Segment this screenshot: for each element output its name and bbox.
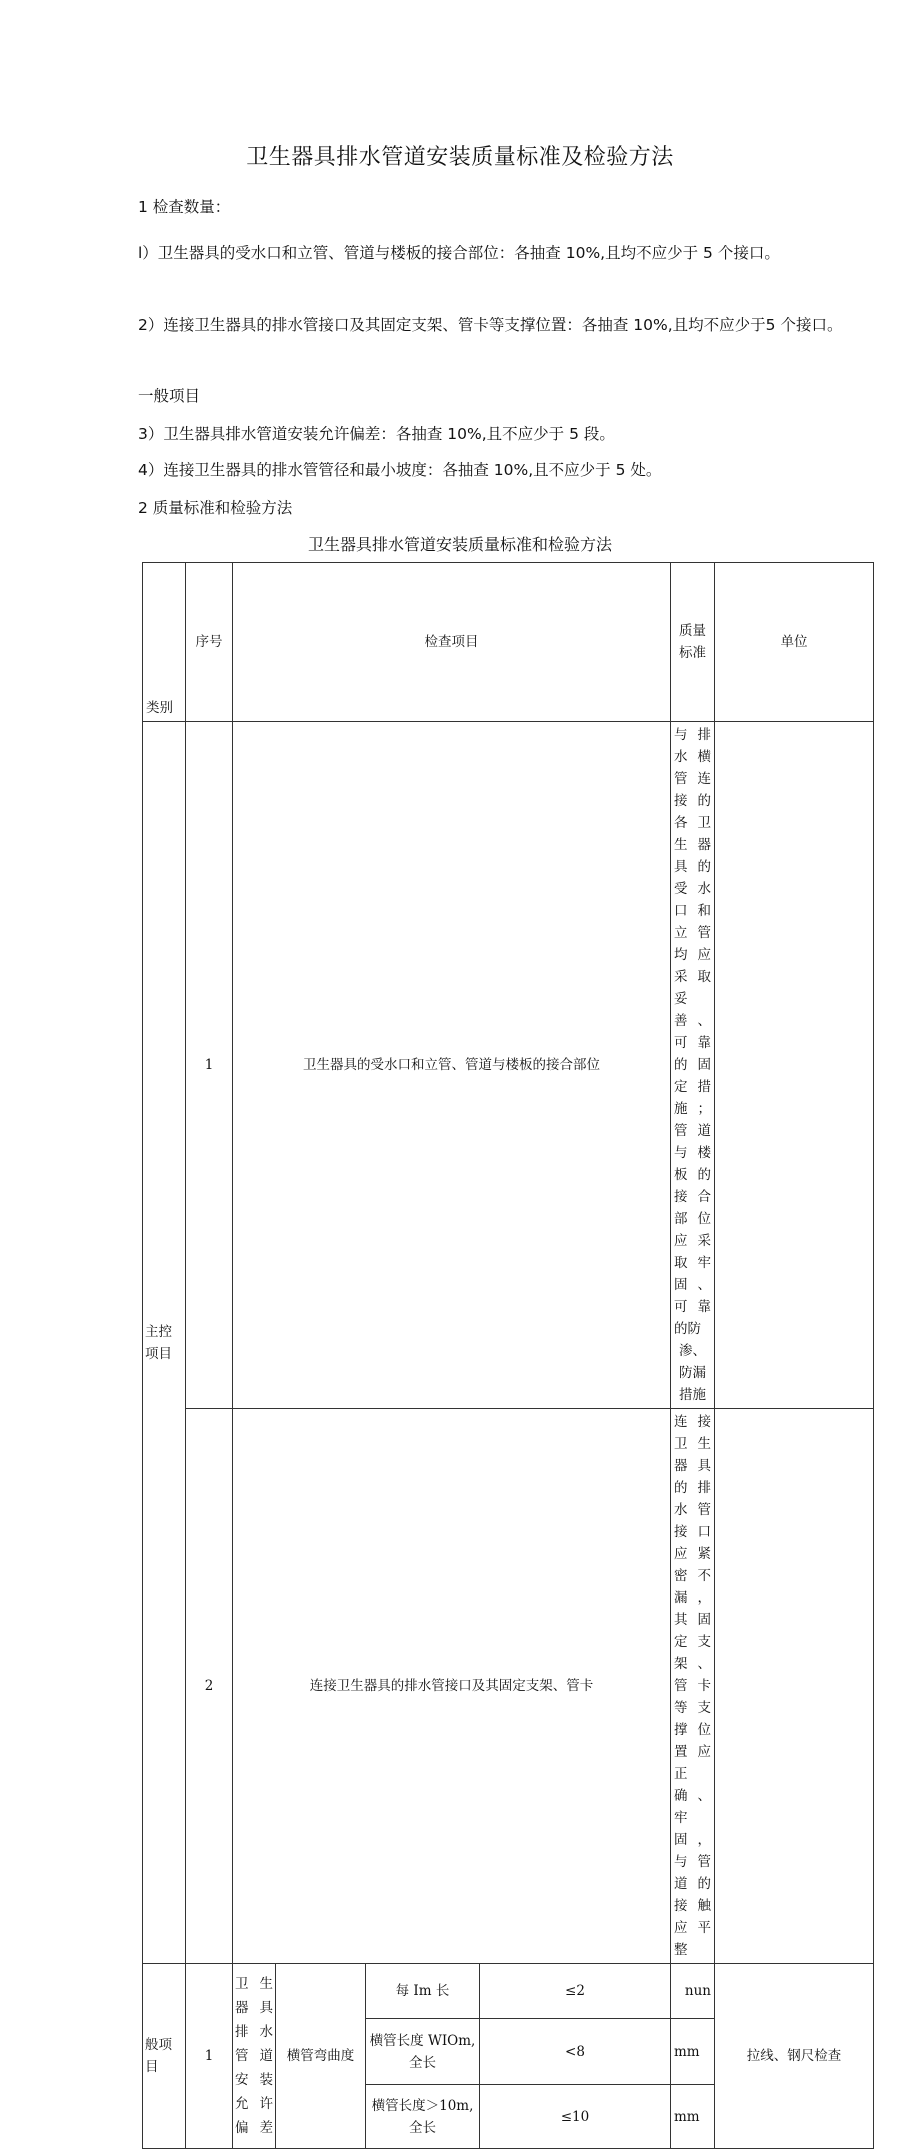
row-method: 拉线、钢尺检查	[715, 1964, 874, 2149]
category-main-control: 主控项目	[143, 722, 186, 1964]
row-item: 连接卫生器具的排水管接口及其固定支架、管卡	[233, 1409, 671, 1964]
row-sub-sub-item: 横管弯曲度	[276, 1964, 366, 2149]
row-sub-item: 卫生器具排水管道安装允许偏差	[233, 1964, 276, 2149]
row-unit: mm	[671, 2019, 715, 2085]
row-standard-line: 渗、防漏措施	[679, 1343, 706, 1403]
row-condition: 每 Im 长	[366, 1964, 480, 2019]
row-seq: 1	[186, 1964, 233, 2149]
section-2-heading: 2 质量标准和检验方法	[138, 499, 293, 517]
page-title: 卫生器具排水管道安装质量标准及检验方法	[246, 145, 674, 170]
header-standard: 质量标准	[671, 563, 715, 722]
general-items-heading: 一般项目	[138, 387, 201, 405]
row-seq: 2	[186, 1409, 233, 1964]
row-condition: 横管长度 WIOm, 全长	[366, 2019, 480, 2085]
row-standard-line: 与排水横管连接的各卫生器具的受水口和立管均应采取妥善、可靠的固定措施；管道与楼板的接合部位应采取牢固、可靠的防	[674, 727, 711, 1337]
table-row	[143, 1964, 874, 2019]
header-category: 类别	[143, 563, 186, 722]
inspection-item-4: 4）连接卫生器具的排水管管径和最小坡度：各抽查 10%,且不应少于 5 处。	[138, 461, 662, 479]
inspection-item-2: 2）连接卫生器具的排水管接口及其固定支架、管卡等支撑位置：各抽查 10%,且均不应少于5 个接口。	[138, 316, 843, 334]
section-1-heading: 1 检查数量：	[138, 198, 231, 216]
row-unit	[715, 1409, 874, 1964]
header-item: 检查项目	[233, 563, 671, 722]
inspection-item-1: l）卫生器具的受水口和立管、管道与楼板的接合部位：各抽查 10%,且均不应少于 5 个接口。	[138, 244, 780, 262]
table-row	[143, 1409, 874, 1964]
row-item: 卫生器具的受水口和立管、管道与楼板的接合部位	[233, 722, 671, 1409]
row-standard: ≤10	[480, 2085, 671, 2149]
row-standard: 连接卫生器具的排水管接口应紧密不漏，其固定支架、管卡等支撑位置应正确、牢固，与管道的接触应平整	[671, 1409, 715, 1964]
category-general: 般项目	[143, 1964, 186, 2149]
inspection-item-3: 3）卫生器具排水管道安装允许偏差：各抽查 10%,且不应少于 5 段。	[138, 425, 615, 443]
row-unit	[715, 722, 874, 1409]
row-unit: mm	[671, 2085, 715, 2149]
header-unit: 单位	[715, 563, 874, 722]
row-standard: ≤2	[480, 1964, 671, 2019]
row-standard	[671, 722, 715, 1409]
header-seq: 序号	[186, 563, 233, 722]
row-condition: 横管长度＞10m, 全长	[366, 2085, 480, 2149]
quality-standard-table	[142, 562, 874, 2149]
table-header-row	[143, 563, 874, 722]
table-row	[143, 722, 874, 1409]
row-unit: nun	[671, 1964, 715, 2019]
row-seq: 1	[186, 722, 233, 1409]
row-standard: <8	[480, 2019, 671, 2085]
table-caption: 卫生器具排水管道安装质量标准和检验方法	[307, 535, 612, 554]
